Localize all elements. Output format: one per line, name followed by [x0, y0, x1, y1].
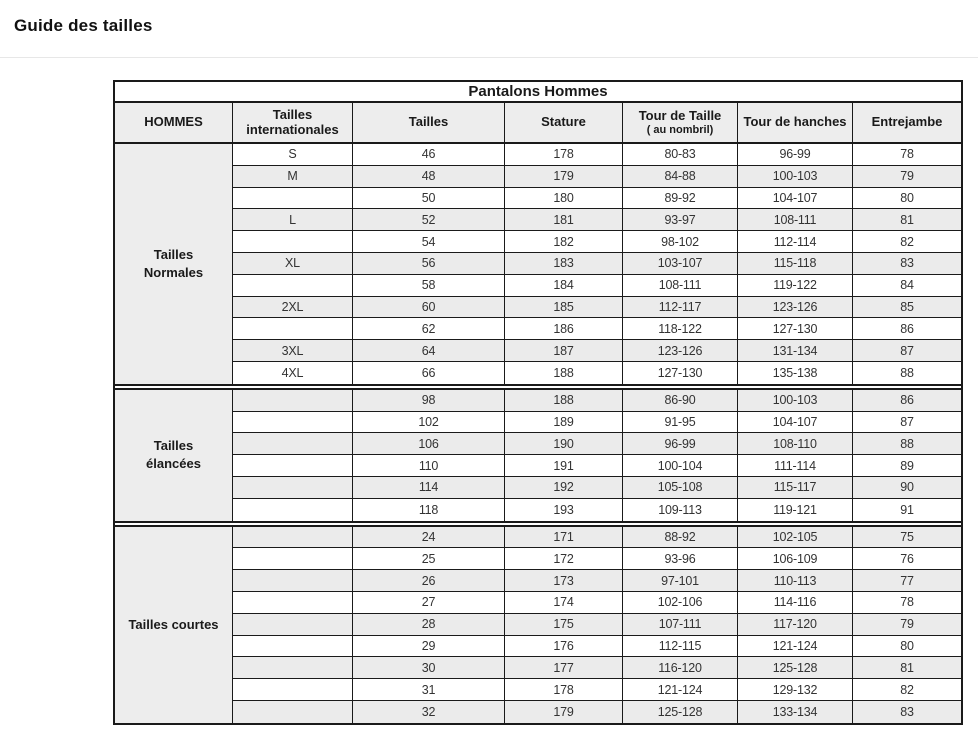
table-cell [233, 592, 353, 613]
section-label: Tailles courtes [115, 527, 233, 723]
header-divider [0, 57, 978, 58]
table-cell: 27 [353, 592, 505, 613]
table-row [233, 144, 961, 166]
table-cell: 119-122 [738, 275, 853, 296]
table-cell: 26 [353, 570, 505, 591]
table-cell: 48 [353, 166, 505, 187]
table-cell: 114 [353, 477, 505, 498]
table-cell: 75 [900, 529, 914, 544]
table-cell: 186 [505, 318, 623, 339]
table-cell: 104-107 [738, 412, 853, 433]
table-cell: 181 [505, 209, 623, 230]
table-cell: 81 [900, 660, 914, 675]
table-cell: 118 [353, 499, 505, 521]
table-cell: 2XL [233, 297, 353, 318]
table-cell: 88 [900, 436, 914, 451]
table-cell: 123-126 [738, 297, 853, 318]
table-cell: 174 [505, 592, 623, 613]
table-cell: XL [233, 253, 353, 274]
table-cell: 108-111 [738, 209, 853, 230]
table-cell: 78 [900, 147, 914, 162]
table-cell: 110 [353, 455, 505, 476]
table-row [233, 499, 961, 521]
table-cell: 93-96 [623, 548, 738, 569]
table-cell [233, 433, 353, 454]
section-rows [233, 390, 961, 521]
table-cell: 87 [900, 414, 914, 429]
table-row [233, 390, 961, 412]
column-header: Stature [505, 103, 623, 142]
table-cell: 100-103 [738, 390, 853, 411]
column-header: Entrejambe [871, 114, 943, 130]
column-header-sub: ( au nombril) [646, 123, 714, 136]
table-cell [233, 188, 353, 209]
size-guide-table [113, 80, 963, 725]
table-cell: 88 [900, 365, 914, 380]
table-cell: 80-83 [623, 144, 738, 165]
table-row [233, 477, 961, 499]
table-cell: 106-109 [738, 548, 853, 569]
table-cell: 116-120 [623, 657, 738, 678]
table-cell: 91-95 [623, 412, 738, 433]
table-cell: 129-132 [738, 679, 853, 700]
table-cell: 24 [353, 527, 505, 548]
table-cell: 50 [353, 188, 505, 209]
page-title: Guide des tailles [14, 16, 153, 35]
table-cell: 105-108 [623, 477, 738, 498]
table-cell: 81 [900, 212, 914, 227]
table-cell: 179 [505, 166, 623, 187]
table-cell [233, 657, 353, 678]
size-section [115, 144, 961, 384]
table-cell: 29 [353, 636, 505, 657]
table-cell [233, 499, 353, 521]
table-title: Pantalons Hommes [115, 82, 961, 103]
table-cell: S [233, 144, 353, 165]
table-cell: 125-128 [623, 701, 738, 723]
column-header: Tailles [353, 103, 505, 142]
table-cell: 84-88 [623, 166, 738, 187]
table-cell: 80 [900, 190, 914, 205]
table-cell: 100-103 [738, 166, 853, 187]
table-cell: 121-124 [738, 636, 853, 657]
table-cell: 131-134 [738, 340, 853, 361]
table-cell: 182 [505, 231, 623, 252]
table-cell: 108-110 [738, 433, 853, 454]
table-cell: 83 [900, 704, 914, 719]
column-header: Tailles internationales [233, 103, 353, 142]
table-row [233, 614, 961, 636]
table-cell: 102-106 [623, 592, 738, 613]
table-cell: 103-107 [623, 253, 738, 274]
table-cell [233, 679, 353, 700]
table-cell: 179 [505, 701, 623, 723]
table-cell: 58 [353, 275, 505, 296]
table-cell: 112-115 [623, 636, 738, 657]
table-cell: 115-117 [738, 477, 853, 498]
table-cell: 62 [353, 318, 505, 339]
section-rows [233, 527, 961, 723]
table-cell [233, 701, 353, 723]
column-header: Tour de Taille ( au nombril) [623, 103, 738, 142]
table-cell: 115-118 [738, 253, 853, 274]
table-row [233, 412, 961, 434]
table-cell: 82 [900, 234, 914, 249]
table-cell: 52 [353, 209, 505, 230]
table-cell: 178 [505, 679, 623, 700]
table-cell: 97-101 [623, 570, 738, 591]
table-cell: 114-116 [738, 592, 853, 613]
table-cell: 84 [900, 278, 914, 293]
section-label: Tailles Normales [115, 144, 233, 384]
table-cell: 185 [505, 297, 623, 318]
table-cell: 3XL [233, 340, 353, 361]
table-row [233, 231, 961, 253]
table-cell: 91 [900, 502, 914, 517]
table-cell: 187 [505, 340, 623, 361]
table-cell: 25 [353, 548, 505, 569]
table-cell [233, 548, 353, 569]
table-cell: 125-128 [738, 657, 853, 678]
table-cell [233, 636, 353, 657]
table-cell: 188 [505, 362, 623, 384]
table-cell: 85 [900, 299, 914, 314]
table-cell: 104-107 [738, 188, 853, 209]
table-row [233, 209, 961, 231]
table-row [233, 253, 961, 275]
table-cell: 112-117 [623, 297, 738, 318]
table-cell [233, 455, 353, 476]
table-cell [233, 318, 353, 339]
table-cell: 110-113 [738, 570, 853, 591]
size-section [115, 527, 961, 723]
table-cell: 119-121 [738, 499, 853, 521]
table-cell: 172 [505, 548, 623, 569]
table-cell: 46 [353, 144, 505, 165]
table-cell: 32 [353, 701, 505, 723]
section-label: Tailles élancées [115, 390, 233, 521]
table-cell: 78 [900, 595, 914, 610]
table-row [233, 570, 961, 592]
table-cell: 86 [900, 321, 914, 336]
column-header: Tour de hanches [738, 103, 853, 142]
table-cell: 118-122 [623, 318, 738, 339]
table-cell: 89 [900, 458, 914, 473]
table-cell: 107-111 [623, 614, 738, 635]
table-cell: 177 [505, 657, 623, 678]
table-cell: 180 [505, 188, 623, 209]
table-cell: 79 [900, 617, 914, 632]
table-row [233, 527, 961, 549]
table-cell: L [233, 209, 353, 230]
section-rows [233, 144, 961, 384]
column-header: HOMMES [115, 103, 233, 142]
table-cell: 82 [900, 682, 914, 697]
table-cell: 193 [505, 499, 623, 521]
table-row [233, 636, 961, 658]
table-cell: 192 [505, 477, 623, 498]
table-cell: 89-92 [623, 188, 738, 209]
table-cell: 112-114 [738, 231, 853, 252]
table-cell: 87 [900, 343, 914, 358]
table-cell: 189 [505, 412, 623, 433]
table-cell [233, 390, 353, 411]
table-cell: 77 [900, 573, 914, 588]
table-cell [233, 614, 353, 635]
table-cell: 64 [353, 340, 505, 361]
table-cell: 86 [900, 393, 914, 408]
table-row [233, 166, 961, 188]
table-row [233, 592, 961, 614]
table-cell: 102-105 [738, 527, 853, 548]
table-row [233, 657, 961, 679]
table-cell: 98 [353, 390, 505, 411]
table-cell: 76 [900, 551, 914, 566]
table-cell: 88-92 [623, 527, 738, 548]
table-cell: 123-126 [623, 340, 738, 361]
table-row [233, 455, 961, 477]
table-cell: 30 [353, 657, 505, 678]
table-row [233, 297, 961, 319]
table-cell: 111-114 [738, 455, 853, 476]
table-cell: 102 [353, 412, 505, 433]
table-cell: 28 [353, 614, 505, 635]
table-cell: 56 [353, 253, 505, 274]
table-cell: 79 [900, 169, 914, 184]
table-cell [233, 275, 353, 296]
table-cell: 96-99 [623, 433, 738, 454]
table-cell: 176 [505, 636, 623, 657]
table-cell: 66 [353, 362, 505, 384]
table-cell: 80 [900, 638, 914, 653]
table-cell: 175 [505, 614, 623, 635]
table-cell: 184 [505, 275, 623, 296]
table-cell: 127-130 [738, 318, 853, 339]
table-cell: 117-120 [738, 614, 853, 635]
table-cell: 109-113 [623, 499, 738, 521]
table-cell: 121-124 [623, 679, 738, 700]
table-cell: 54 [353, 231, 505, 252]
table-cell [233, 477, 353, 498]
table-cell [233, 570, 353, 591]
table-cell: 135-138 [738, 362, 853, 384]
table-cell: 106 [353, 433, 505, 454]
table-row [233, 362, 961, 384]
table-row [233, 701, 961, 723]
table-cell: 127-130 [623, 362, 738, 384]
table-row [233, 679, 961, 701]
table-row [233, 188, 961, 210]
table-cell: 60 [353, 297, 505, 318]
table-row [233, 340, 961, 362]
table-row [233, 548, 961, 570]
table-header-row [115, 103, 961, 144]
table-cell: 31 [353, 679, 505, 700]
table-row [233, 275, 961, 297]
table-cell [233, 231, 353, 252]
table-cell: 183 [505, 253, 623, 274]
table-cell: 173 [505, 570, 623, 591]
table-cell: 100-104 [623, 455, 738, 476]
table-cell: 96-99 [738, 144, 853, 165]
table-cell: 83 [900, 256, 914, 271]
table-cell [233, 412, 353, 433]
table-cell: 108-111 [623, 275, 738, 296]
table-cell: 86-90 [623, 390, 738, 411]
table-cell: 171 [505, 527, 623, 548]
table-row [233, 318, 961, 340]
table-cell [233, 527, 353, 548]
table-cell: 4XL [233, 362, 353, 384]
table-body [115, 144, 961, 723]
table-cell: 90 [900, 480, 914, 495]
table-cell: 191 [505, 455, 623, 476]
table-cell: 188 [505, 390, 623, 411]
size-section [115, 390, 961, 521]
table-cell: 93-97 [623, 209, 738, 230]
table-cell: M [233, 166, 353, 187]
table-cell: 178 [505, 144, 623, 165]
table-cell: 133-134 [738, 701, 853, 723]
table-cell: 190 [505, 433, 623, 454]
table-cell: 98-102 [623, 231, 738, 252]
table-row [233, 433, 961, 455]
